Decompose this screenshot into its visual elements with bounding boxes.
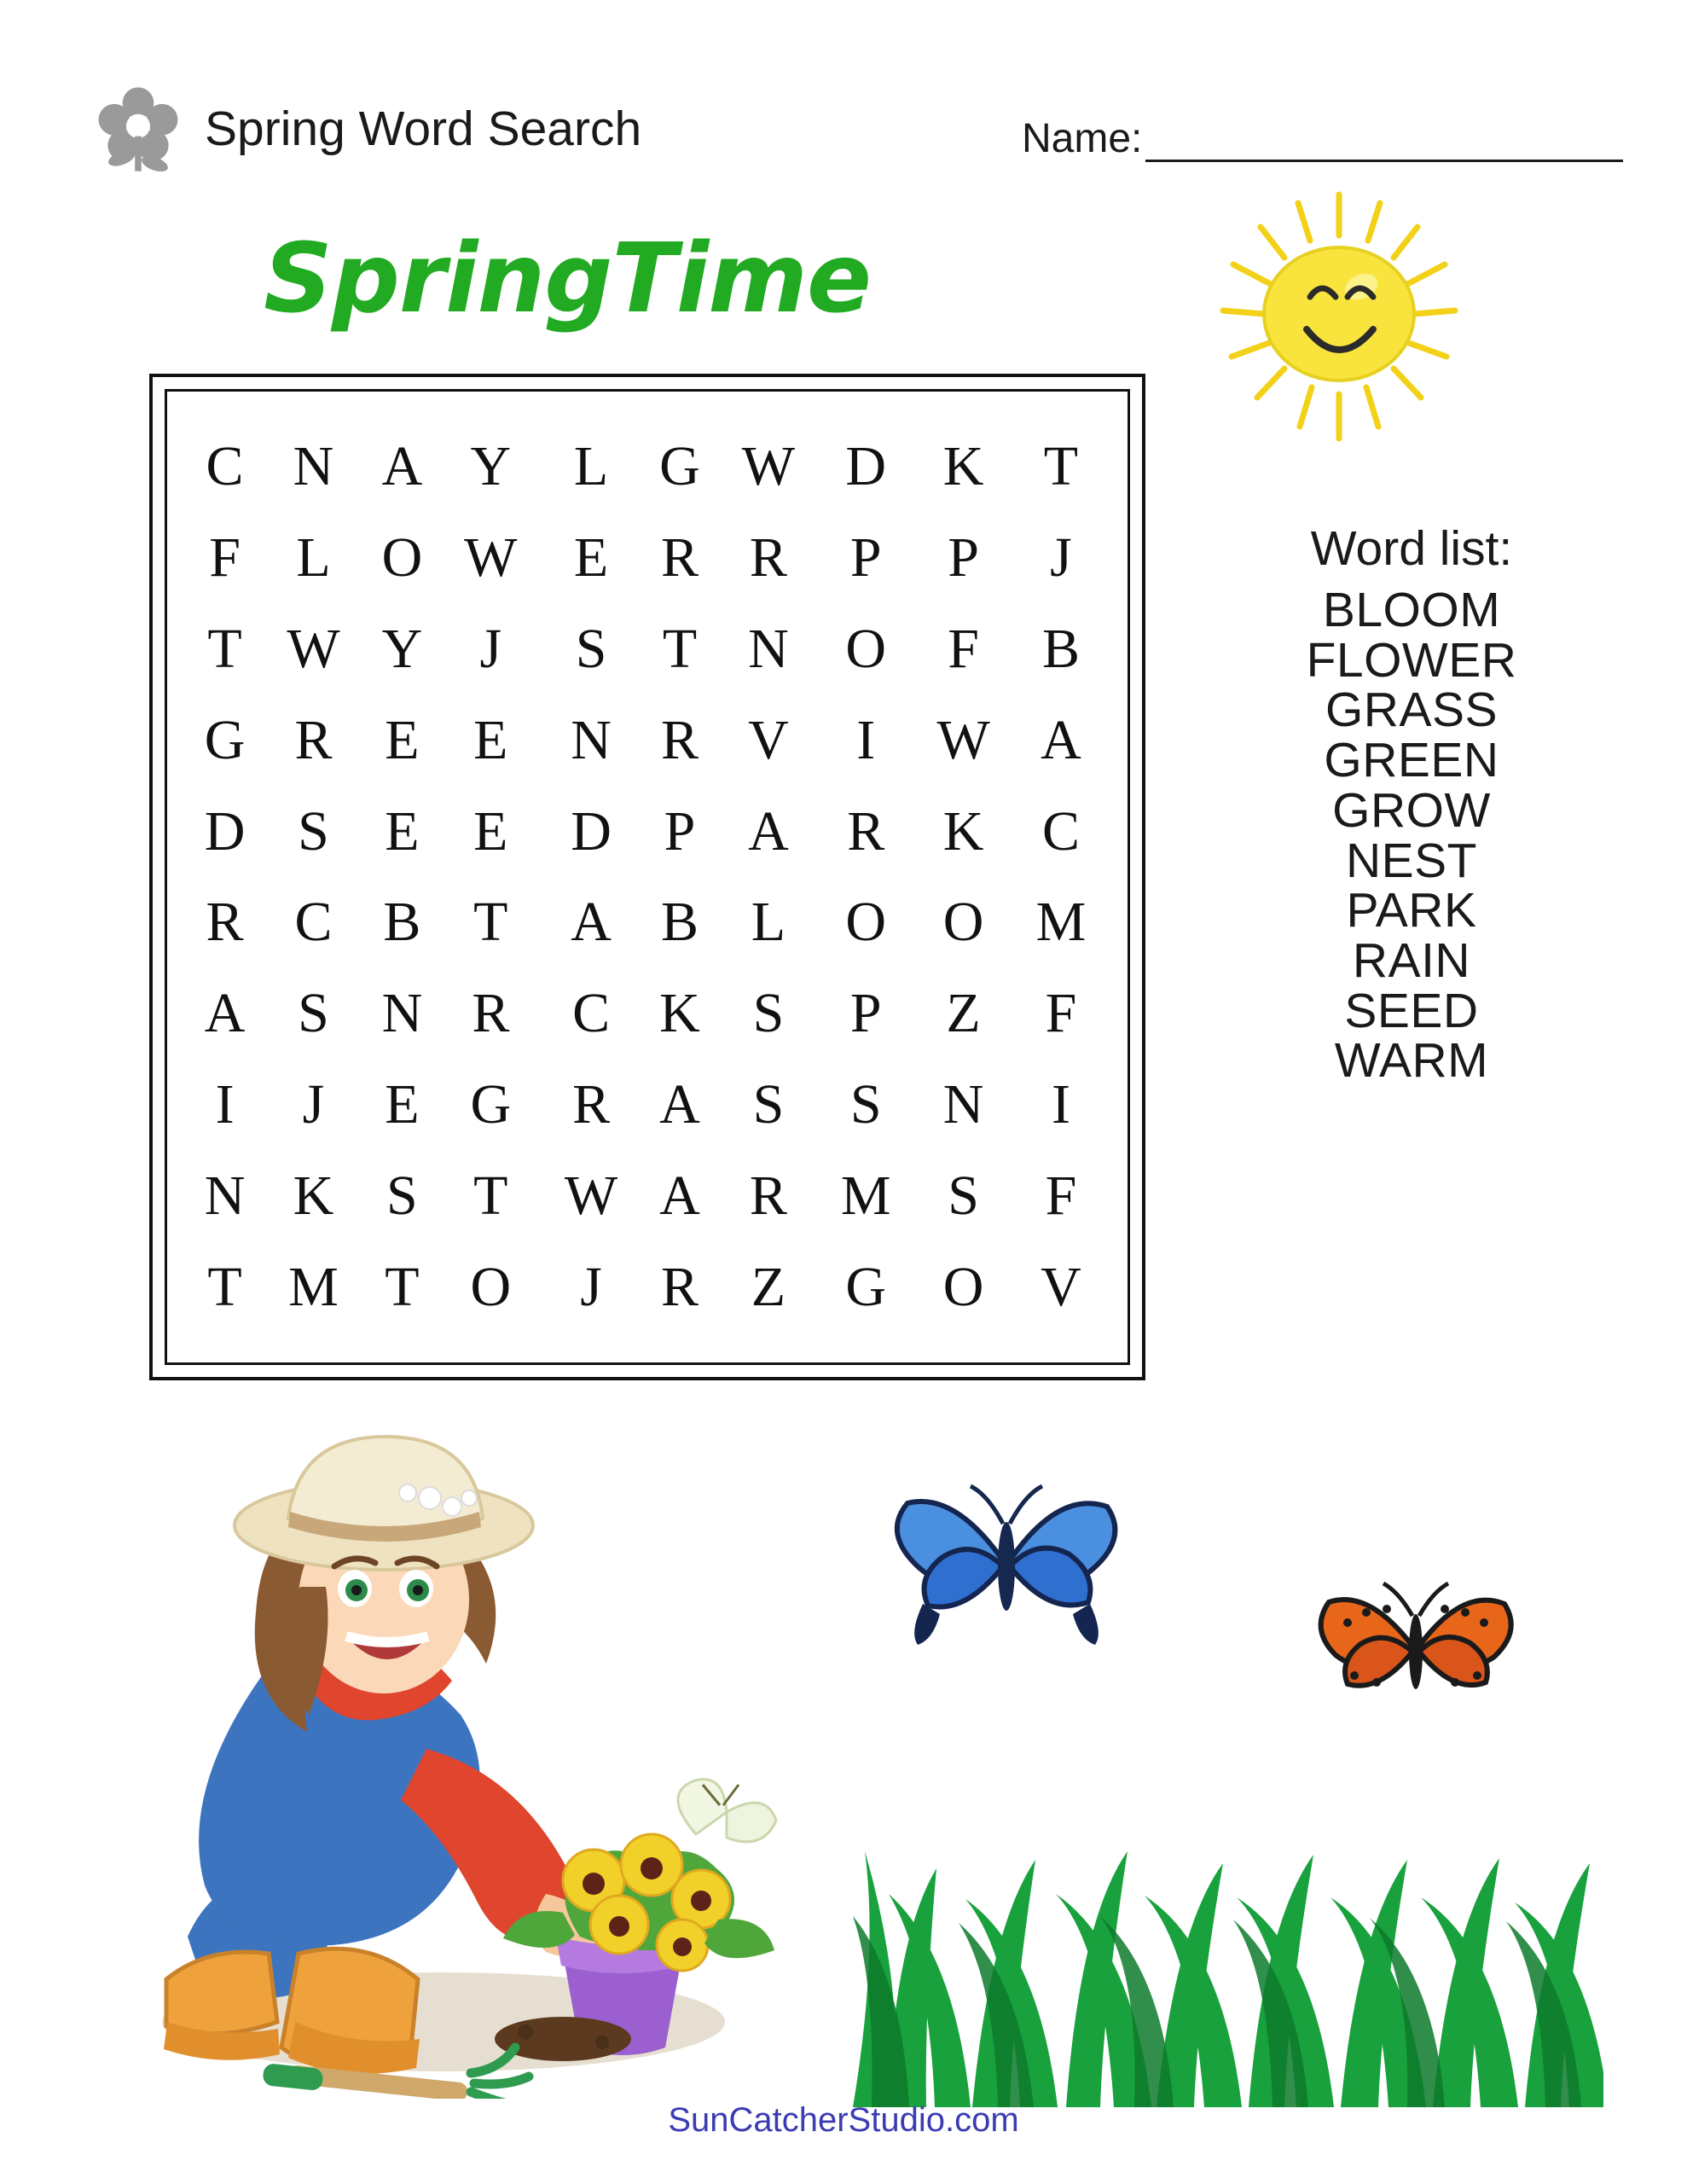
grid-cell[interactable]: P	[664, 799, 696, 863]
grid-cell[interactable]: P	[849, 526, 882, 589]
grid-cell[interactable]: O	[470, 1256, 512, 1319]
grid-cell[interactable]: L	[573, 434, 609, 497]
grid-cell[interactable]: L	[296, 526, 331, 589]
grid-cell[interactable]: W	[564, 1165, 618, 1228]
grid-cell[interactable]: O	[845, 891, 887, 954]
grid-row	[187, 1151, 1109, 1242]
girl-planting-flowers-illustration	[85, 1391, 819, 2099]
grid-cell[interactable]: T	[1043, 434, 1079, 497]
grid-cell[interactable]: D	[845, 434, 887, 497]
grid-row	[187, 421, 1109, 512]
grid-cell[interactable]: I	[856, 708, 876, 771]
grid-cell[interactable]: R	[572, 1073, 611, 1136]
grid-cell[interactable]: J	[479, 617, 502, 680]
grid-cell[interactable]: P	[849, 982, 882, 1045]
word-list-item[interactable]: SEED	[1344, 983, 1479, 1038]
grid-cell[interactable]: C	[1041, 799, 1080, 863]
grid-cell[interactable]: M	[288, 1256, 339, 1319]
grid-cell[interactable]: S	[575, 617, 607, 680]
footer-credit: SunCatcherStudio.com	[668, 2101, 1019, 2139]
grid-cell[interactable]: R	[749, 1165, 787, 1228]
grid-cell[interactable]: C	[572, 982, 611, 1045]
grid-cell[interactable]: C	[294, 891, 333, 954]
grid-cell[interactable]: N	[942, 1073, 984, 1136]
grid-cell[interactable]: N	[293, 434, 334, 497]
grid-cell[interactable]: A	[571, 891, 612, 954]
grid-cell[interactable]: D	[204, 799, 246, 863]
grid-cell[interactable]: F	[209, 526, 241, 589]
word-list-item[interactable]: FLOWER	[1306, 632, 1517, 688]
grid-cell[interactable]: A	[1041, 708, 1081, 771]
word-list-item[interactable]: RAIN	[1352, 932, 1471, 988]
grid-cell[interactable]: F	[948, 617, 979, 680]
word-search-grid[interactable]	[149, 374, 1145, 1380]
grid-cell[interactable]: K	[942, 434, 984, 497]
grid-cell[interactable]: R	[660, 708, 699, 771]
grid-cell[interactable]: M	[1035, 891, 1087, 954]
grid-cell[interactable]: O	[845, 617, 887, 680]
grid-cell[interactable]: R	[472, 982, 510, 1045]
puzzle-title: SpringTime	[264, 224, 871, 334]
grid-cell[interactable]: R	[660, 526, 699, 589]
word-list-item[interactable]: BLOOM	[1322, 583, 1501, 637]
grid-cell[interactable]: A	[659, 1073, 700, 1136]
grid-cell[interactable]: R	[749, 526, 787, 589]
grid-cell[interactable]: F	[1045, 1165, 1077, 1228]
grid-cell[interactable]: W	[464, 526, 518, 589]
grid-cell[interactable]: K	[942, 799, 984, 863]
grid-cell[interactable]: A	[748, 799, 789, 863]
grid-row	[187, 1242, 1109, 1333]
grid-cell[interactable]: R	[206, 891, 244, 954]
word-list-item[interactable]: PARK	[1346, 883, 1477, 938]
grid-cell[interactable]: A	[659, 1165, 700, 1228]
grid-cell[interactable]: S	[752, 1073, 785, 1136]
grid-cell[interactable]: K	[293, 1165, 334, 1228]
grid-cell[interactable]: O	[942, 1256, 984, 1319]
grid-cell[interactable]: T	[207, 1256, 242, 1319]
grid-cell[interactable]: K	[659, 982, 700, 1045]
grid-cell[interactable]: S	[948, 1165, 979, 1228]
grid-row	[187, 786, 1109, 877]
grid-cell[interactable]: M	[840, 1165, 891, 1228]
page-title: Spring Word Search	[205, 102, 642, 156]
grid-cell[interactable]: E	[385, 708, 420, 771]
grid-cell[interactable]: T	[473, 1165, 508, 1228]
grid-cell[interactable]: G	[659, 434, 700, 497]
grid-cell[interactable]: O	[942, 891, 984, 954]
blue-butterfly-illustration	[887, 1467, 1126, 1664]
grid-row	[187, 877, 1109, 968]
smiling-sun-icon	[1194, 186, 1484, 459]
grid-cell[interactable]: N	[571, 708, 612, 771]
grid-cell[interactable]: G	[204, 708, 246, 771]
grid-cell[interactable]: T	[207, 617, 242, 680]
word-list-item[interactable]: NEST	[1345, 833, 1478, 888]
grid-cell[interactable]: J	[580, 1256, 602, 1319]
grid-cell[interactable]: E	[573, 526, 609, 589]
green-grass-illustration	[853, 1749, 1603, 2107]
grid-cell[interactable]: D	[571, 799, 612, 863]
page-header	[92, 82, 1595, 176]
word-list-title: Word list:	[1310, 521, 1513, 576]
grid-cell[interactable]: E	[385, 799, 420, 863]
grid-cell[interactable]: E	[473, 708, 508, 771]
grid-cell[interactable]: Y	[381, 617, 423, 680]
grid-cell[interactable]: W	[741, 434, 796, 497]
grid-cell[interactable]: S	[849, 1073, 882, 1136]
grid-cell[interactable]: S	[298, 982, 329, 1045]
grid-cell[interactable]: N	[381, 982, 423, 1045]
grid-cell[interactable]: T	[385, 1256, 420, 1319]
grid-cell[interactable]: E	[385, 1073, 420, 1136]
grid-cell[interactable]: R	[847, 799, 885, 863]
grid-row	[187, 968, 1109, 1060]
grid-cell[interactable]: Z	[751, 1256, 786, 1319]
name-label: Name:	[1022, 116, 1143, 161]
grid-cell[interactable]: N	[204, 1165, 246, 1228]
grid-cell[interactable]: V	[1041, 1256, 1081, 1319]
grid-cell[interactable]: S	[298, 799, 329, 863]
grid-cell[interactable]: G	[470, 1073, 512, 1136]
grid-cell[interactable]: S	[752, 982, 785, 1045]
grid-cell[interactable]: T	[473, 891, 508, 954]
grid-cell[interactable]: W	[936, 708, 990, 771]
grid-cell[interactable]: S	[386, 1165, 418, 1228]
grid-cell[interactable]: T	[662, 617, 698, 680]
grid-cell[interactable]: N	[748, 617, 789, 680]
word-search-grid-inner	[165, 389, 1130, 1365]
grid-cell[interactable]: Z	[946, 982, 981, 1045]
word-list-item[interactable]: GROW	[1332, 782, 1491, 838]
grid-cell[interactable]: C	[206, 434, 244, 497]
grid-cell[interactable]: W	[287, 617, 340, 680]
flower-icon	[92, 83, 184, 175]
grid-cell[interactable]: B	[383, 891, 421, 954]
grid-cell[interactable]: B	[660, 891, 699, 954]
grid-cell[interactable]: B	[1041, 617, 1080, 680]
grid-row	[187, 603, 1109, 694]
grid-cell[interactable]: R	[660, 1256, 699, 1319]
grid-cell[interactable]: F	[1045, 982, 1077, 1045]
grid-row	[187, 512, 1109, 603]
word-list-item[interactable]: GREEN	[1324, 733, 1499, 788]
grid-cell[interactable]: J	[1050, 526, 1072, 589]
grid-cell[interactable]: O	[381, 526, 423, 589]
word-list-item[interactable]: GRASS	[1325, 682, 1499, 738]
grid-cell[interactable]: E	[473, 799, 508, 863]
word-list-item[interactable]: WARM	[1334, 1033, 1489, 1089]
word-list	[1211, 520, 1612, 1089]
grid-cell[interactable]: Y	[470, 434, 512, 497]
grid-cell[interactable]: V	[748, 708, 789, 771]
grid-cell[interactable]: A	[381, 434, 423, 497]
grid-cell[interactable]: I	[215, 1073, 235, 1136]
grid-cell[interactable]: L	[751, 891, 786, 954]
grid-cell[interactable]: G	[845, 1256, 887, 1319]
letter-table	[187, 421, 1109, 1333]
grid-cell[interactable]: J	[302, 1073, 325, 1136]
name-field	[1022, 115, 1623, 162]
grid-cell[interactable]: P	[948, 526, 979, 589]
grid-cell[interactable]: A	[204, 982, 246, 1045]
grid-cell[interactable]: R	[294, 708, 333, 771]
grid-row	[187, 694, 1109, 786]
grid-cell[interactable]: I	[1051, 1073, 1070, 1136]
grid-row	[187, 1060, 1109, 1151]
name-write-line[interactable]	[1145, 149, 1623, 162]
orange-monarch-butterfly-illustration	[1313, 1570, 1518, 1732]
